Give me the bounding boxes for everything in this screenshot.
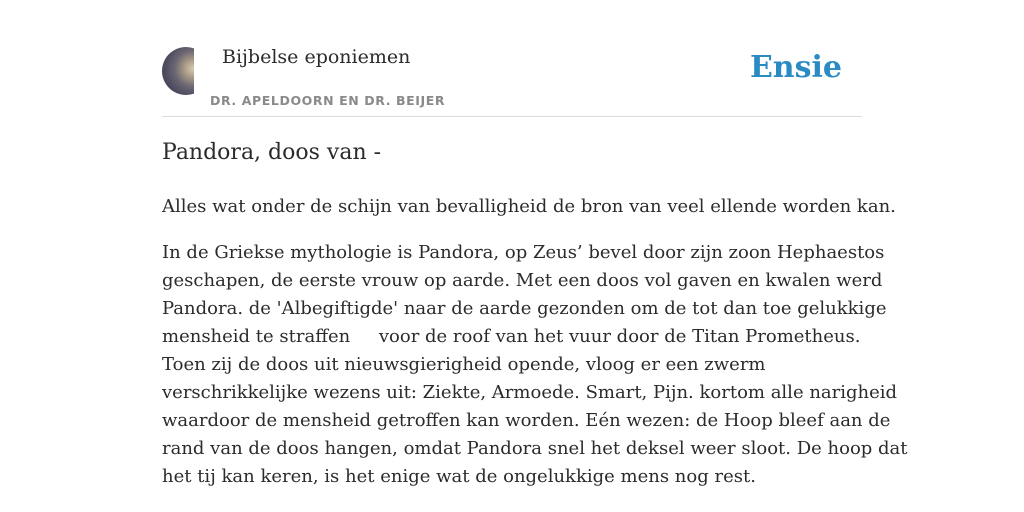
body-line: waardoor de mensheid getroffen kan worden. Eén wezen: de Hoop bleef aan de — [162, 410, 891, 431]
body-line: geschapen, de eerste vrouw op aarde. Met een doos vol gaven en kwalen werd — [162, 270, 883, 291]
body-line: Pandora. de 'Albegiftigde' naar de aarde gezonden om de tot dan toe gelukkige — [162, 298, 887, 319]
body-line: rand van de doos hangen, omdat Pandora snel het deksel weer sloot. De hoop dat — [162, 438, 908, 459]
book-cover-image[interactable] — [162, 47, 194, 95]
entry-title: Pandora, doos van - — [162, 140, 382, 165]
page-container — [162, 0, 908, 487]
body-line: mensheid te straffen voor de roof van het vuur door de Titan Prometheus. — [162, 326, 861, 347]
book-cover-thumbnail — [162, 47, 194, 95]
book-title[interactable]: Bijbelse eponiemen — [222, 46, 411, 68]
entry-summary: Alles wat onder de schijn van bevalligheid de bron van veel ellende worden kan. — [162, 196, 896, 217]
header — [162, 0, 862, 117]
entry-body — [162, 239, 908, 491]
body-line: In de Griekse mythologie is Pandora, op Zeus’ bevel door zijn zoon Hephaestos — [162, 242, 885, 263]
body-line: het tij kan keren, is het enige wat de ongelukkige mens nog rest. — [162, 466, 756, 487]
ensie-logo[interactable]: Ensie — [749, 50, 842, 85]
book-authors: DR. APELDOORN EN DR. BEIJER — [210, 93, 446, 108]
body-line: Toen zij de doos uit nieuwsgierigheid opende, vloog er een zwerm — [162, 354, 766, 375]
body-line: verschrikkelijke wezens uit: Ziekte, Armoede. Smart, Pijn. kortom alle narigheid — [162, 382, 898, 403]
